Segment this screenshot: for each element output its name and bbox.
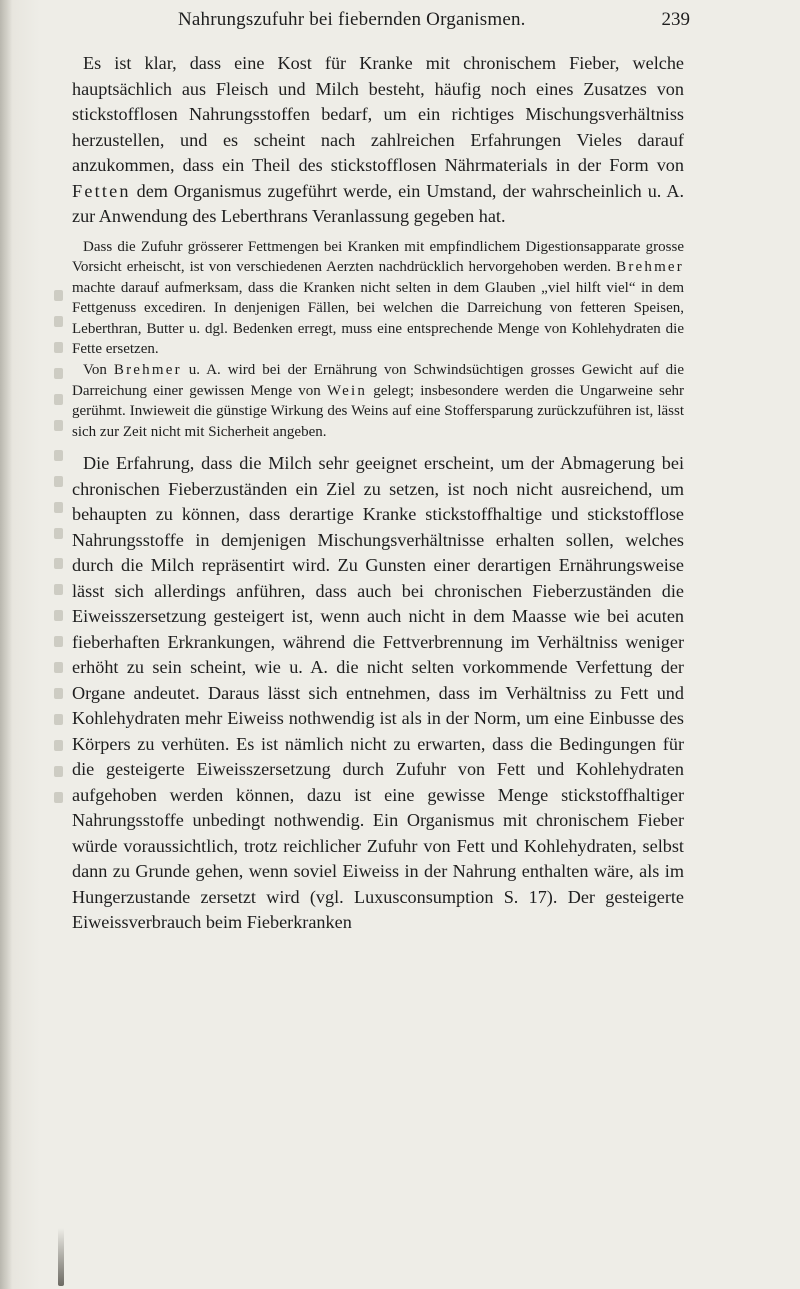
paragraph-2 (72, 237, 684, 361)
binding-shadow (0, 0, 12, 1289)
running-head: Nahrungszufuhr bei fiebernden Organismen. (178, 9, 526, 30)
paragraph-1-part-a: Es ist klar, dass eine Kost für Kranke mit chronischem Fieber, welche hauptsächlich aus Fleisch und Milch besteht, häufig noch eines Zusatzes von stickstofflosen Nahrungsstoffen bedarf, um ein richtiges Mischungsverhältniss herzustellen, und es scheint nach zahlreichen Erfahrungen Vieles darauf anzukommen, dass ein Theil des stickstofflosen Nährmaterials in der Form von (72, 53, 684, 175)
paragraph-1-part-b: dem Organismus zugeführt werde, ein Umstand, der wahrscheinlich u. A. zur Anwendung des Leberthrans Veranlassung gegeben hat. (72, 180, 684, 226)
paragraph-2-part-b: machte darauf aufmerksam, dass die Kranken nicht selten in dem Glauben „viel hilft viel“ in dem Fettgenuss excediren. In denjenigen Fällen, bei welchen die Darreichung von fetteren Speisen, Leberthran, Butter u. dgl. Bedenken erregt, muss eine entsprechende Menge von Kohlehydraten die Fette ersetzen. (72, 279, 684, 358)
paragraph-4: Die Erfahrung, dass die Milch sehr geeignet erscheint, um der Abmagerung bei chronischen Fieberzuständen ein Ziel zu setzen, ist noch nicht ausreichend, um behaupten zu können, dass derartige Kranke stickstoffhaltige und stickstofflose Nahrungsstoffe in demjenigen Mischungsverhältnisse erhalten sollen, welches durch die Milch repräsentirt wird. Zu Gunsten einer derartigen Ernährungsweise lässt sich allerdings anführen, dass auch bei chronischen Fieberzuständen die Eiweisszersetzung gesteigert ist, wenn auch nicht in dem Maasse wie bei acuten fieberhaften Erkrankungen, während die Fettverbrennung im Verhältniss weniger erhöht zu sein scheint, wie u. A. die nicht selten vorkommende Verfettung der Organe andeutet. Daraus lässt sich entnehmen, dass im Verhältniss zu Fett und Kohlehydraten mehr Eiweiss nothwendig ist als in der Norm, um eine Einbusse des Körpers zu verhüten. Es ist nämlich nicht zu erwarten, dass die Bedingungen für die gesteigerte Eiweisszersetzung durch Zufuhr von Fett und Kohlehydraten aufgehoben werden können, dazu ist eine gewisse Menge stickstoffhaltiger Nahrungsstoffe unbedingt nothwendig. Ein Organismus mit chronischem Fieber würde voraussichtlich, trotz reichlicher Zufuhr von Fett und Kohlehydraten, selbst dann zu Grunde gehen, wenn soviel Eiweiss in der Nahrung enthalten wäre, als im Hungerzustande zersetzt wird (vgl. Luxusconsumption S. 17). Der gesteigerte Eiweissverbrauch beim Fieberkranken (72, 453, 684, 933)
page-body (72, 51, 684, 936)
paragraph-1 (72, 51, 684, 230)
emphasis-brehmer: Brehmer (616, 259, 684, 276)
emphasis-fetten: Fetten (72, 180, 131, 201)
emphasis-wein: Wein (326, 382, 368, 399)
paragraph-3-part-b: u. A. wird bei der Ernährung von Schwindsüchtigen grosses Gewicht auf die Darreichung einer gewissen Menge von (72, 362, 684, 399)
paragraph-3-part-c: gelegt; insbesondere werden die Ungarweine sehr gerühmt. Inwieweit die günstige Wirkung des Weins auf eine Stoffersparung zurückzuführen ist, lässt sich zur Zeit nicht mit Sicherheit angeben. (72, 382, 684, 440)
page-number: 239 (661, 9, 690, 30)
binding-mark (58, 1228, 64, 1286)
paragraph-3-part-a: Von (83, 362, 114, 379)
paragraph-3 (72, 360, 684, 442)
gutter-marks (54, 290, 68, 820)
emphasis-brehmer-2: Brehmer (113, 362, 182, 379)
paragraph-2-part-a: Dass die Zufuhr grösserer Fettmengen bei Kranken mit empfindlichem Digestionsapparate grosse Vorsicht erheischt, ist von verschiedenen Aerzten nachdrücklich hervorgehoben werden. (72, 238, 684, 276)
